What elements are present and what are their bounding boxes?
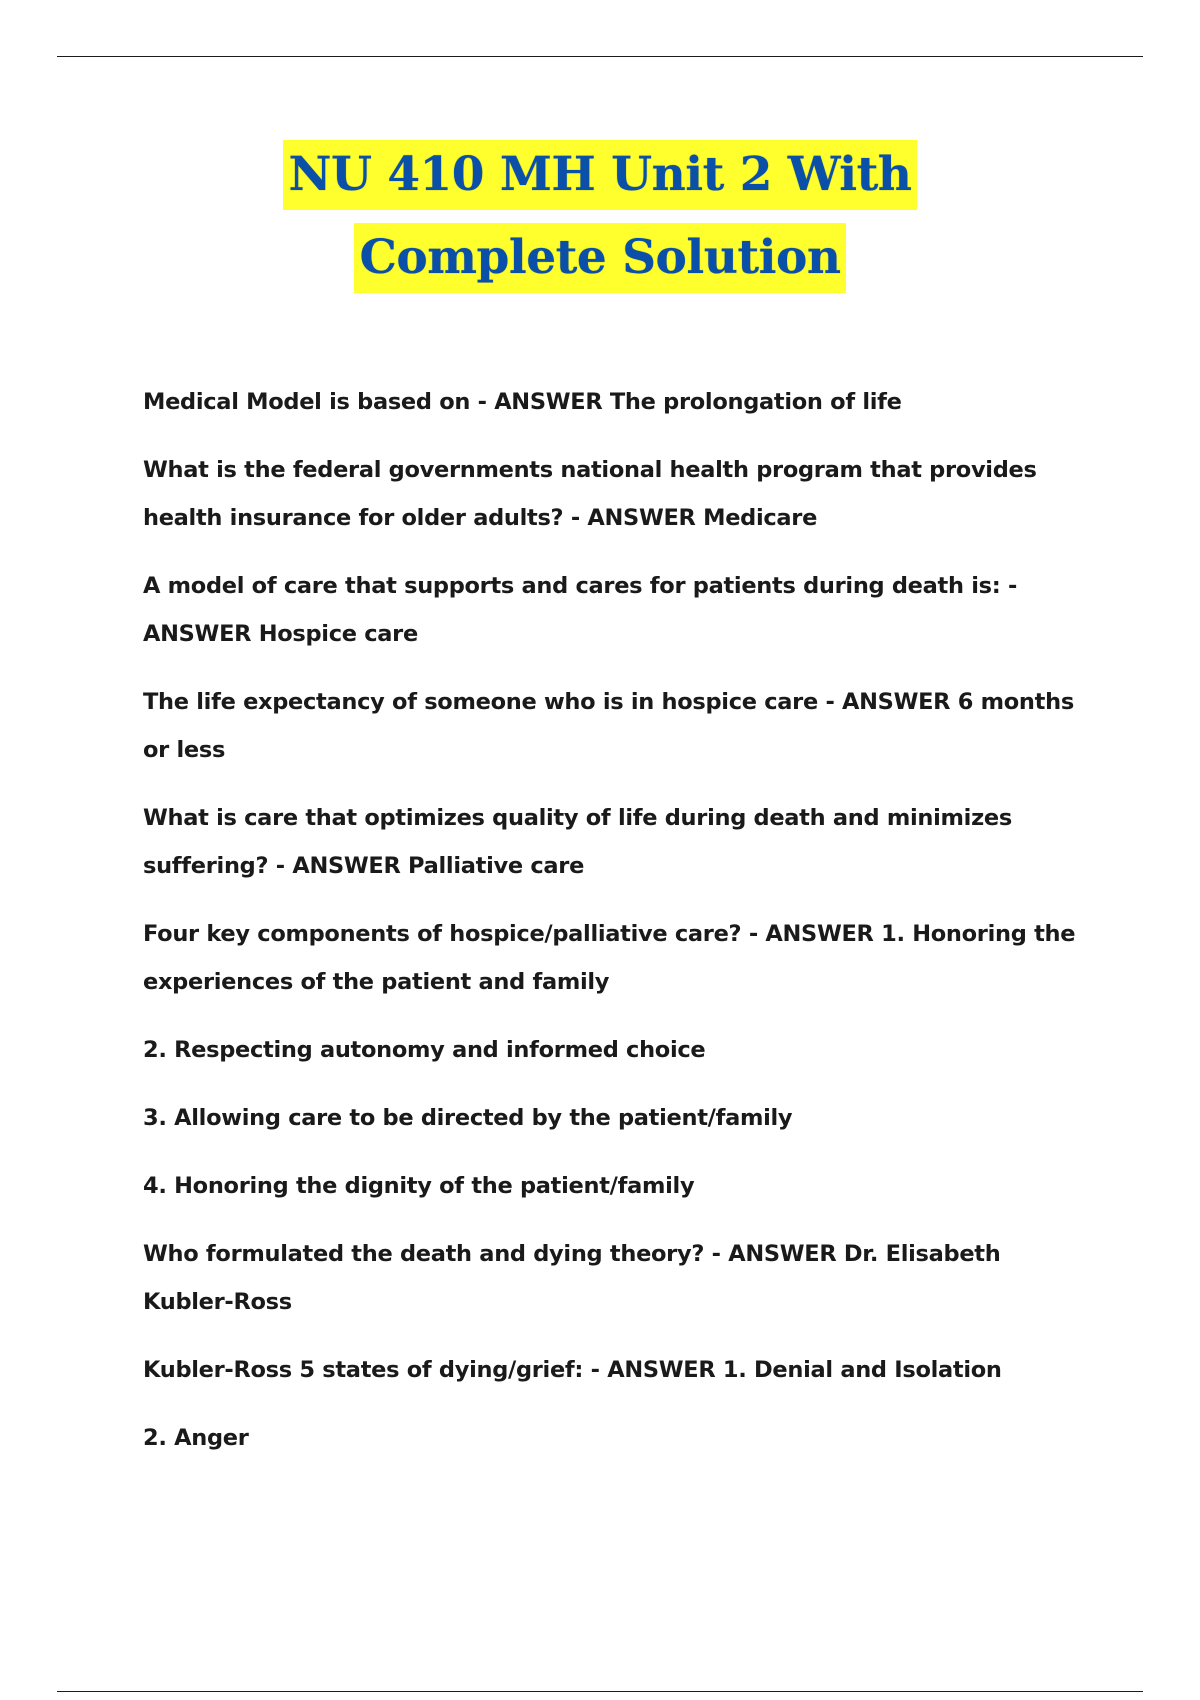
document-title xyxy=(0,140,1200,306)
title-text-1: NU 410 MH Unit 2 With xyxy=(283,140,918,210)
list-paragraph: 4. Honoring the dignity of the patient/family xyxy=(143,1173,695,1199)
title-line-1 xyxy=(0,140,1200,223)
qa-paragraph: Four key components of hospice/palliative care? - ANSWER 1. Honoring the experiences of the patient and family xyxy=(143,921,1076,995)
list-paragraph: 2. Respecting autonomy and informed choice xyxy=(143,1037,706,1063)
qa-paragraph: Kubler-Ross 5 states of dying/grief: - ANSWER 1. Denial and Isolation xyxy=(143,1357,1002,1383)
qa-paragraph: A model of care that supports and cares for patients during death is: - ANSWER Hospice care xyxy=(143,573,1018,647)
title-line-2 xyxy=(0,223,1200,306)
qa-paragraph: What is care that optimizes quality of life during death and minimizes suffering? - ANSWER Palliative care xyxy=(143,805,1012,879)
list-paragraph: 3. Allowing care to be directed by the patient/family xyxy=(143,1105,793,1131)
qa-paragraph: Medical Model is based on - ANSWER The prolongation of life xyxy=(143,389,902,415)
qa-paragraph: The life expectancy of someone who is in hospice care - ANSWER 6 months or less xyxy=(143,689,1074,763)
document-body xyxy=(143,378,1083,1482)
qa-paragraph: What is the federal governments national health program that provides health insurance for older adults? - ANSWER Medicare xyxy=(143,457,1037,531)
qa-paragraph: Who formulated the death and dying theory? - ANSWER Dr. Elisabeth Kubler-Ross xyxy=(143,1241,1001,1315)
bottom-rule xyxy=(57,1691,1143,1692)
top-rule xyxy=(57,56,1143,57)
list-paragraph: 2. Anger xyxy=(143,1425,249,1451)
title-text-2: Complete Solution xyxy=(354,223,847,293)
